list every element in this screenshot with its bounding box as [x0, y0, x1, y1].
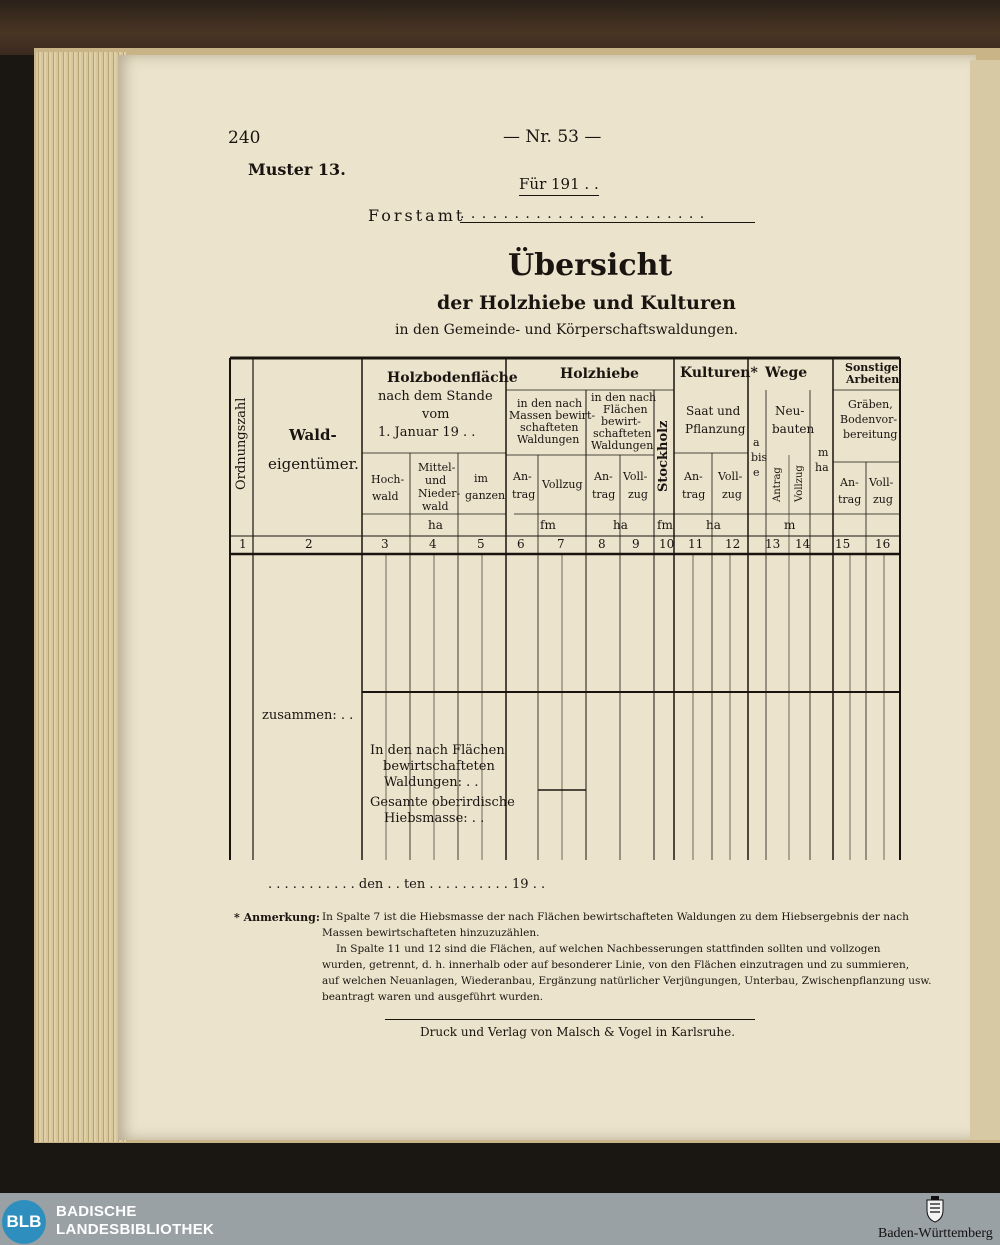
hdr-neubauten-1: Neu- — [775, 404, 805, 418]
unit-ha-1: ha — [428, 518, 443, 532]
hdr-mittel-2: und — [425, 474, 447, 487]
flaechen-row-1: In den nach Flächen — [370, 743, 505, 758]
document-subtitle: der Holzhiebe und Kulturen — [437, 292, 736, 314]
hdr-flaechen-3: bewirt- — [601, 415, 641, 428]
note-line-5: auf welchen Neuanlagen, Wiederanbau, Ergänzung natürlicher Verjüngungen, Unterbau, Zwischenpflanzung usw. — [322, 975, 932, 987]
hdr-mittel-1: Mittel- — [418, 461, 456, 474]
unit-fm-1: fm — [540, 518, 556, 532]
library-name-line2: LANDESBIBLIOTHEK — [56, 1221, 215, 1238]
column-number: 7 — [557, 537, 565, 551]
hdr-vollzug-14 — [794, 465, 805, 502]
hdr-antrag-8-2: trag — [592, 488, 616, 501]
forstamt-label: Forstamt — [368, 206, 466, 225]
hdr-antrag-13-text: Antrag — [772, 467, 783, 502]
hdr-hochwald-1: Hoch- — [371, 473, 405, 486]
note-line-6: beantragt waren und ausgeführt wurden. — [322, 991, 544, 1003]
hdr-antrag-11-1: An- — [684, 470, 703, 483]
flaechen-row-2: bewirtschafteten — [383, 759, 495, 774]
hdr-flaechen-1: in den nach — [591, 391, 657, 404]
gesamte-row-2: Hiebsmasse: . . — [384, 811, 485, 826]
hdr-neubauten-2: bauten — [772, 422, 815, 436]
column-number: 14 — [795, 537, 811, 551]
hdr-antrag-6-1: An- — [513, 470, 532, 483]
document-number: — Nr. 53 — — [503, 127, 602, 147]
hdr-massen-2: Massen bewirt- — [509, 409, 596, 422]
hdr-antrag-13 — [772, 467, 783, 502]
column-number: 12 — [725, 537, 741, 551]
hdr-holzboden-2: nach dem Stande — [378, 389, 493, 404]
hdr-flaechen-4: schafteten — [593, 427, 652, 440]
hdr-imganzen-1: im — [474, 472, 488, 485]
hdr-massen-4: Waldungen — [517, 433, 580, 446]
unit-ha-2: ha — [613, 518, 628, 532]
column-number: 4 — [429, 537, 437, 551]
gesamte-row-1: Gesamte oberirdische — [370, 795, 515, 810]
column-number: 2 — [305, 537, 313, 551]
hdr-saat-1: Saat und — [686, 404, 741, 418]
page-number: 240 — [228, 128, 261, 148]
note-line-3: In Spalte 11 und 12 sind die Flächen, auf welchen Nachbesserungen stattfinden sollten und vollzogen — [336, 943, 881, 955]
note-label: * Anmerkung: — [234, 911, 320, 924]
printer-rule — [385, 1019, 755, 1020]
column-number: 16 — [875, 537, 891, 551]
hdr-antrag-6-2: trag — [512, 488, 536, 501]
unit-ha-3: ha — [706, 518, 721, 532]
hdr-graeben-3: bereitung — [843, 428, 898, 441]
hdr-abis-bis: bis — [751, 451, 768, 464]
hdr-sonstige-2: Arbeiten — [846, 373, 900, 386]
hdr-vollzug-9-2: zug — [628, 488, 648, 501]
hdr-vollzug-16-1: Voll- — [869, 476, 894, 489]
forstamt-dots: . . . . . . . . . . . . . . . . . . . . . . . — [460, 206, 755, 223]
hdr-vollzug-12-2: zug — [722, 488, 742, 501]
col-wald: Wald- — [289, 426, 337, 444]
flaechen-row-3: Waldungen: . . — [384, 775, 479, 790]
hdr-graeben-1: Gräben, — [848, 398, 893, 411]
column-number: 3 — [381, 537, 389, 551]
hdr-holzboden-3: vom — [422, 407, 450, 422]
column-number: 10 — [659, 537, 675, 551]
hdr-flaechen-5: Waldungen — [591, 439, 654, 452]
hdr-holzboden-4: 1. Januar 19 . . — [378, 425, 476, 440]
hdr-graeben-2: Bodenvor- — [840, 413, 898, 426]
library-name-line1: BADISCHE — [56, 1203, 137, 1220]
printer-line: Druck und Verlag von Malsch & Vogel in Karlsruhe. — [420, 1025, 736, 1039]
column-number: 8 — [598, 537, 606, 551]
hdr-massen-3: schafteten — [520, 421, 579, 434]
hdr-vollzug-16-2: zug — [873, 493, 893, 506]
blb-logo[interactable]: BLB — [2, 1200, 46, 1244]
note-line-1: In Spalte 7 ist die Hiebsmasse der nach Flächen bewirtschafteten Waldungen zu dem Hiebsergebnis der nach — [322, 911, 909, 923]
hdr-m: m — [818, 446, 829, 459]
muster-label: Muster 13. — [248, 160, 346, 179]
column-number: 13 — [765, 537, 781, 551]
col-eigentuemer: eigentümer. — [268, 455, 359, 473]
zusammen-label: zusammen: . . — [262, 708, 354, 723]
state-name: Baden-Württemberg — [878, 1226, 993, 1241]
hdr-vollzug-14-text: Vollzug — [794, 465, 805, 502]
hdr-antrag-8-1: An- — [594, 470, 613, 483]
document-title: Übersicht — [508, 248, 673, 283]
column-number: 15 — [835, 537, 851, 551]
hdr-antrag-15-1: An- — [840, 476, 859, 489]
hdr-vollzug-7: Vollzug — [542, 478, 583, 491]
hdr-saat-2: Pflanzung — [685, 422, 746, 436]
hdr-flaechen-2: Flächen — [603, 403, 648, 416]
column-number: 11 — [688, 537, 704, 551]
note-line-2: Massen bewirtschafteten hinzuzuzählen. — [322, 927, 540, 939]
hdr-mittel-4: wald — [422, 500, 449, 513]
hdr-holzboden-1: Holzbodenfläche — [387, 370, 518, 386]
unit-fm-2: fm — [657, 518, 673, 532]
hdr-vollzug-12-1: Voll- — [718, 470, 743, 483]
note-line-4: wurden, getrennt, d. h. innerhalb oder auf besonderer Linie, von den Flächen einzutragen und zu summieren, — [322, 959, 910, 971]
document-subtitle-2: in den Gemeinde- und Körperschaftswaldungen. — [395, 322, 739, 338]
hdr-sonstige-1: Sonstige — [845, 361, 899, 374]
hdr-ha: ha — [815, 461, 829, 474]
hdr-mittel-3: Nieder- — [418, 487, 461, 500]
hdr-imganzen-2: ganzen — [465, 489, 506, 502]
hdr-massen-1: in den nach — [517, 397, 583, 410]
col-ordnungszahl-text: Ordnungszahl — [234, 397, 249, 490]
hdr-abis-e: e — [753, 466, 760, 479]
column-number: 6 — [517, 537, 525, 551]
hdr-stockholz — [656, 421, 671, 492]
column-number: 1 — [239, 537, 247, 551]
column-number: 5 — [477, 537, 485, 551]
date-line: . . . . . . . . . . . den . . ten . . . . . . . . . . 19 . . — [268, 877, 546, 892]
state-crest-icon — [924, 1196, 946, 1224]
hdr-kulturen: Kulturen* — [680, 365, 758, 381]
library-name — [56, 1203, 214, 1239]
hdr-stockholz-text: Stockholz — [656, 420, 671, 492]
hdr-holzhiebe: Holzhiebe — [560, 366, 639, 382]
hdr-hochwald-2: wald — [372, 490, 399, 503]
col-ordnungszahl — [222, 345, 249, 490]
hdr-wege: Wege — [765, 365, 808, 381]
unit-m: m — [784, 518, 796, 532]
hdr-abis-a: a — [753, 436, 760, 449]
year-line: Für 191 . . — [519, 175, 599, 196]
hdr-antrag-15-2: trag — [838, 493, 862, 506]
hdr-antrag-11-2: trag — [682, 488, 706, 501]
column-number: 9 — [632, 537, 640, 551]
hdr-vollzug-9-1: Voll- — [623, 470, 648, 483]
